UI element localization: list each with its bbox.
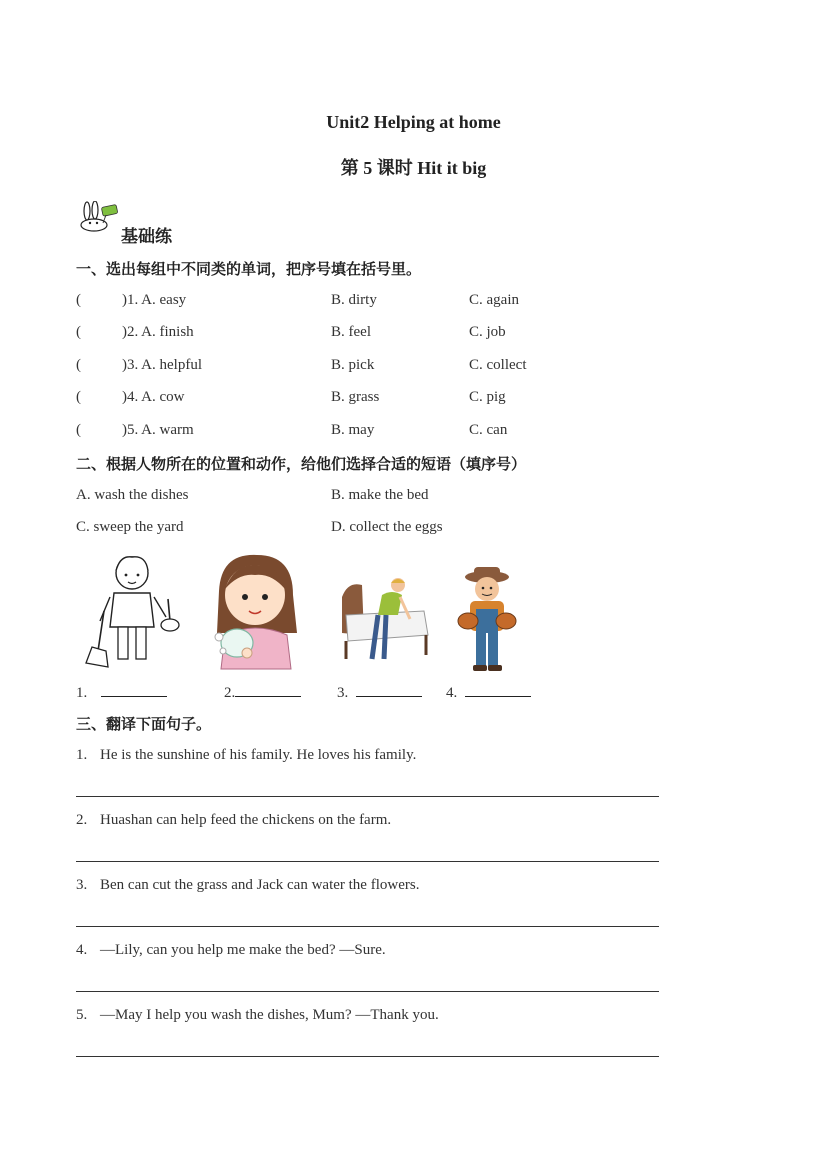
question-3-paren: ( [76, 357, 81, 373]
phrase-option-c: C. sweep the yard [76, 519, 184, 535]
question-5-paren: ( [76, 422, 81, 438]
sentence-1-number: 1. [76, 747, 88, 763]
answer-line-4[interactable] [76, 991, 659, 992]
question-1-option-c: C. again [469, 292, 519, 308]
question-2-option-a: )2. A. finish [122, 324, 194, 340]
question-1-option-a: )1. A. easy [122, 292, 187, 308]
page-title: Unit2 Helping at home [326, 112, 501, 132]
sentence-5-number: 5. [76, 1007, 88, 1023]
phrase-option-a: A. wash the dishes [76, 487, 189, 503]
answer-line-3[interactable] [76, 926, 659, 927]
answer-blank-4[interactable]: 4. [446, 682, 531, 702]
question-2-option-b: B. feel [331, 324, 371, 340]
answer-blank-2[interactable]: 2. [224, 682, 301, 702]
sentence-3-text: Ben can cut the grass and Jack can water the flowers. [100, 877, 420, 893]
girl-washing-dishes-picture [205, 551, 305, 671]
question-5-option-c: C. can [469, 422, 508, 438]
question-4-paren: ( [76, 389, 81, 405]
page-subtitle: 第 5 课时 Hit it big [340, 158, 487, 178]
making-bed-picture [340, 575, 430, 665]
boy-sweeping-picture [80, 551, 185, 669]
answer-line-5[interactable] [76, 1056, 659, 1057]
answer-blank-1[interactable]: 1. [76, 682, 167, 702]
question-5-option-a: )5. A. warm [122, 422, 194, 438]
sentence-3-number: 3. [76, 877, 88, 893]
phrase-option-b: B. make the bed [331, 487, 429, 503]
question-5-option-b: B. may [331, 422, 375, 438]
sentence-4-number: 4. [76, 942, 88, 958]
question-4-option-b: B. grass [331, 389, 380, 405]
part2-heading: 二、根据人物所在的位置和动作，给他们选择合适的短语（填序号） [76, 455, 527, 473]
question-1-paren: ( [76, 292, 81, 308]
sentence-5-text: —May I help you wash the dishes, Mum? —Thank you. [100, 1007, 439, 1023]
question-3-option-a: )3. A. helpful [122, 357, 202, 373]
rabbit-logo-icon [76, 201, 120, 233]
question-3-option-c: C. collect [469, 357, 527, 373]
question-1-option-b: B. dirty [331, 292, 377, 308]
answer-line-2[interactable] [76, 861, 659, 862]
farmer-collecting-eggs-picture [452, 565, 522, 675]
sentence-2-number: 2. [76, 812, 88, 828]
question-2-option-c: C. job [469, 324, 506, 340]
section-label: 基础练 [121, 227, 172, 247]
phrase-option-d: D. collect the eggs [331, 519, 443, 535]
question-2-paren: ( [76, 324, 81, 340]
question-3-option-b: B. pick [331, 357, 375, 373]
sentence-4-text: —Lily, can you help me make the bed? —Sure. [100, 942, 386, 958]
answer-blank-3[interactable]: 3. [337, 682, 422, 702]
question-4-option-a: )4. A. cow [122, 389, 185, 405]
answer-line-1[interactable] [76, 796, 659, 797]
part3-heading: 三、翻译下面句子。 [76, 715, 212, 733]
sentence-1-text: He is the sunshine of his family. He loves his family. [100, 747, 417, 763]
sentence-2-text: Huashan can help feed the chickens on the farm. [100, 812, 392, 828]
part1-heading: 一、选出每组中不同类的单词，把序号填在括号里。 [76, 260, 422, 278]
question-4-option-c: C. pig [469, 389, 506, 405]
